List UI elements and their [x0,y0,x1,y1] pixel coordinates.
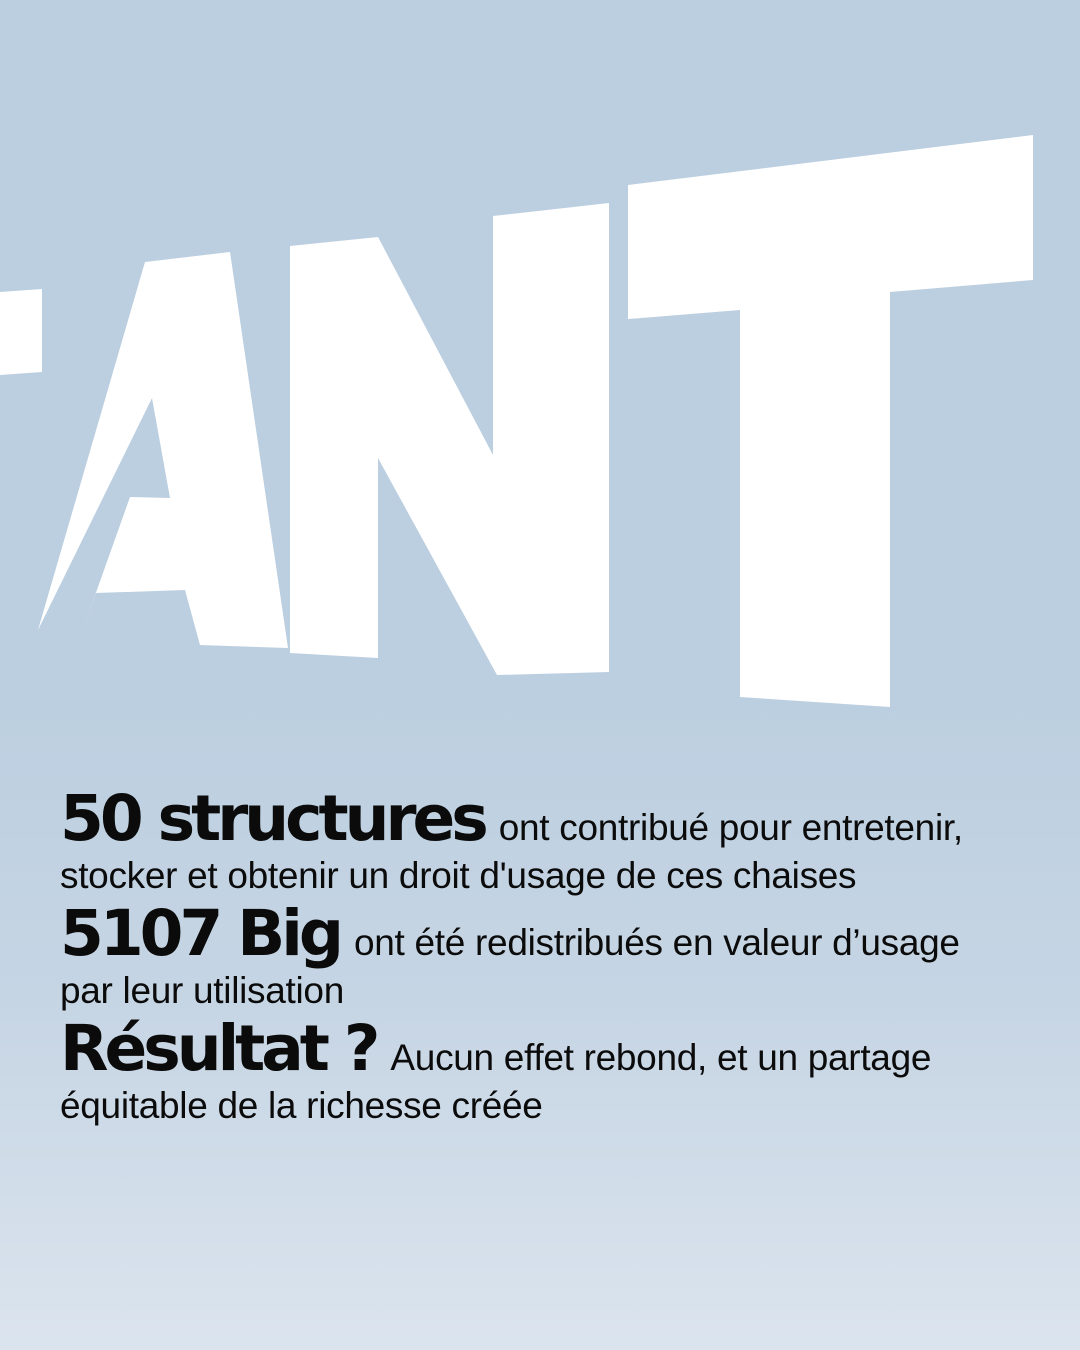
text-structures: ont contribué pour entretenir, stocker et obtenir un droit d'usage de ces chaises [60,807,963,896]
text-resultat: Aucun effet rebond, et un partage équitable de la richesse créée [60,1037,932,1126]
headline-letter-n [290,203,609,675]
paragraph-structures [60,782,1020,900]
stat-big: 5107 Big [60,897,340,970]
text-big: ont été redistribués en valeur d’usage par leur utilisation [60,922,960,1011]
headline-letter-a [38,252,288,648]
stat-structures: 50 structures [60,782,485,855]
paragraph-big [60,897,1020,1015]
headline-letter-t [628,135,1033,707]
paragraph-resultat [60,1012,1020,1130]
stat-resultat: Résultat ? [60,1012,377,1085]
headline-letter-fragment [0,289,42,375]
body-copy [60,782,1020,1140]
